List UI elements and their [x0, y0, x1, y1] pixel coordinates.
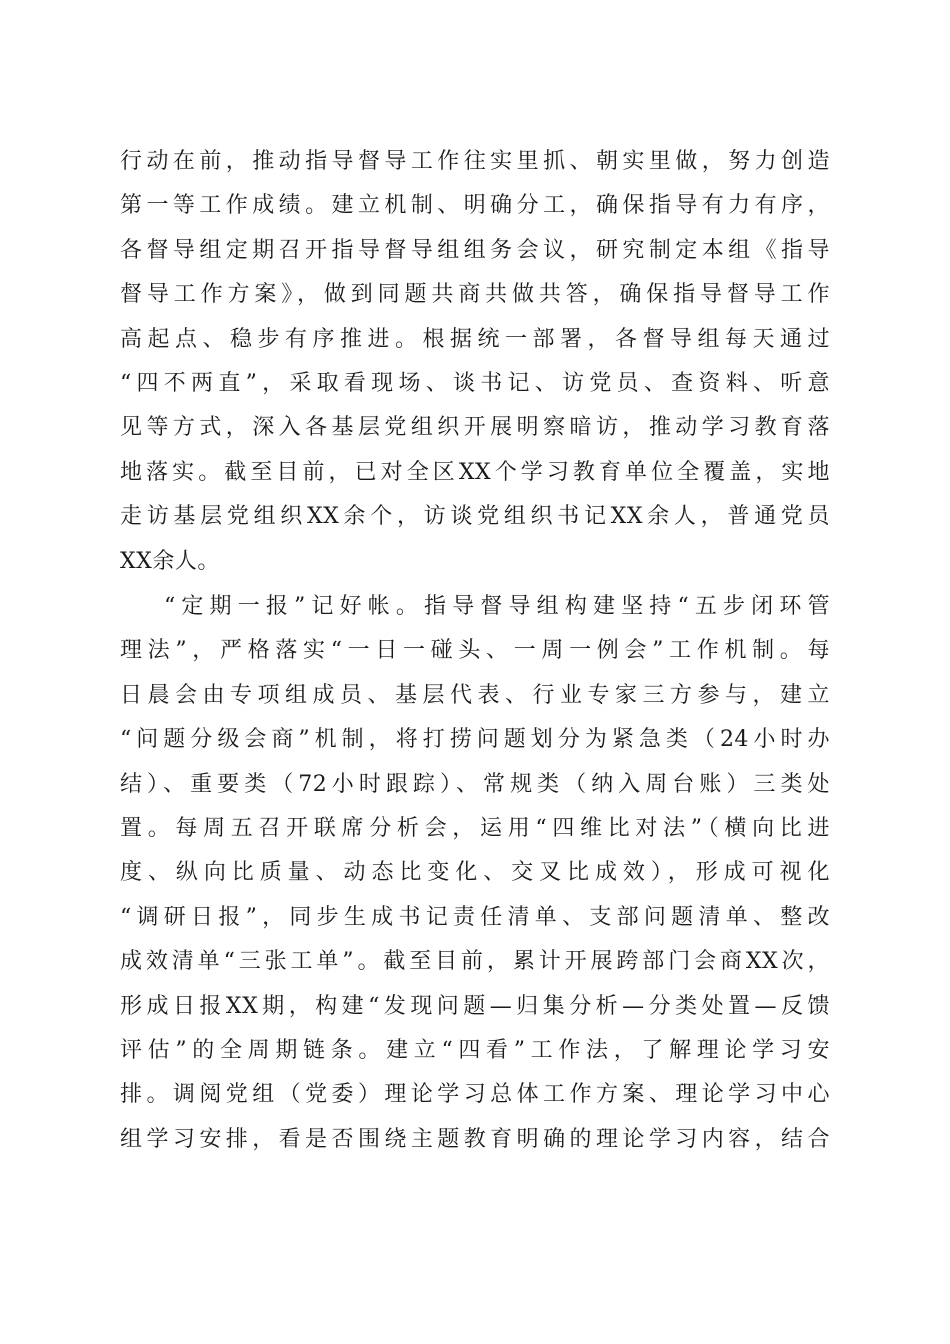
paragraph-line: 理法”，严格落实“一日一碰头、一周一例会”工作机制。每 — [120, 638, 830, 664]
paragraph-2 — [120, 585, 830, 1162]
paragraph-line: 走访基层党组织XX余个，访谈党组织书记XX余人，普通党员 — [120, 504, 830, 530]
paragraph-line: 成效清单“三张工单”。截至目前，累计开展跨部门会商XX次， — [120, 949, 830, 975]
paragraph-line: 日晨会由专项组成员、基层代表、行业专家三方参与，建立 — [120, 682, 830, 708]
paragraph-line: 评估”的全周期链条。建立“四看”工作法，了解理论学习安 — [120, 1037, 830, 1063]
paragraph-line: 组学习安排，看是否围绕主题教育明确的理论学习内容，结合 — [120, 1126, 830, 1152]
paragraph-line: “四不两直”，采取看现场、谈书记、访党员、查资料、听意 — [120, 370, 830, 396]
paragraph-line: 见等方式，深入各基层党组织开展明察暗访，推动学习教育落 — [120, 415, 830, 441]
paragraph-line: “调研日报”，同步生成书记责任清单、支部问题清单、整改 — [120, 904, 830, 930]
paragraph-line: 结）、重要类（72小时跟踪）、常规类（纳入周台账）三类处 — [120, 771, 830, 797]
paragraph-line: 地落实。截至目前，已对全区XX个学习教育单位全覆盖，实地 — [120, 459, 830, 485]
paragraph-line: 排。调阅党组（党委）理论学习总体工作方案、理论学习中心 — [120, 1082, 830, 1108]
paragraph-line: 第一等工作成绩。建立机制、明确分工，确保指导有力有序， — [120, 193, 830, 219]
paragraph-line: “定期一报”记好帐。指导督导组构建坚持“五步闭环管 — [164, 594, 830, 619]
paragraph-line: 形成日报XX期，构建“发现问题—归集分析—分类处置—反馈 — [120, 993, 830, 1019]
paragraph-line: 高起点、稳步有序推进。根据统一部署，各督导组每天通过 — [120, 326, 830, 352]
paragraph-line: 度、纵向比质量、动态比变化、交叉比成效），形成可视化 — [120, 860, 830, 886]
paragraph-line: XX余人。 — [120, 548, 220, 574]
paragraph-1 — [120, 140, 830, 584]
paragraph-line: 各督导组定期召开指导督导组组务会议，研究制定本组《指导 — [120, 237, 830, 263]
paragraph-line: 置。每周五召开联席分析会，运用“四维比对法”（横向比进 — [120, 815, 830, 841]
paragraph-line: 督导工作方案》，做到同题共商共做共答，确保指导督导工作 — [120, 282, 830, 308]
paragraph-line: 行动在前，推动指导督导工作往实里抓、朝实里做，努力创造 — [120, 149, 830, 174]
paragraph-line: “问题分级会商”机制，将打捞问题划分为紧急类（24小时办 — [120, 727, 830, 753]
